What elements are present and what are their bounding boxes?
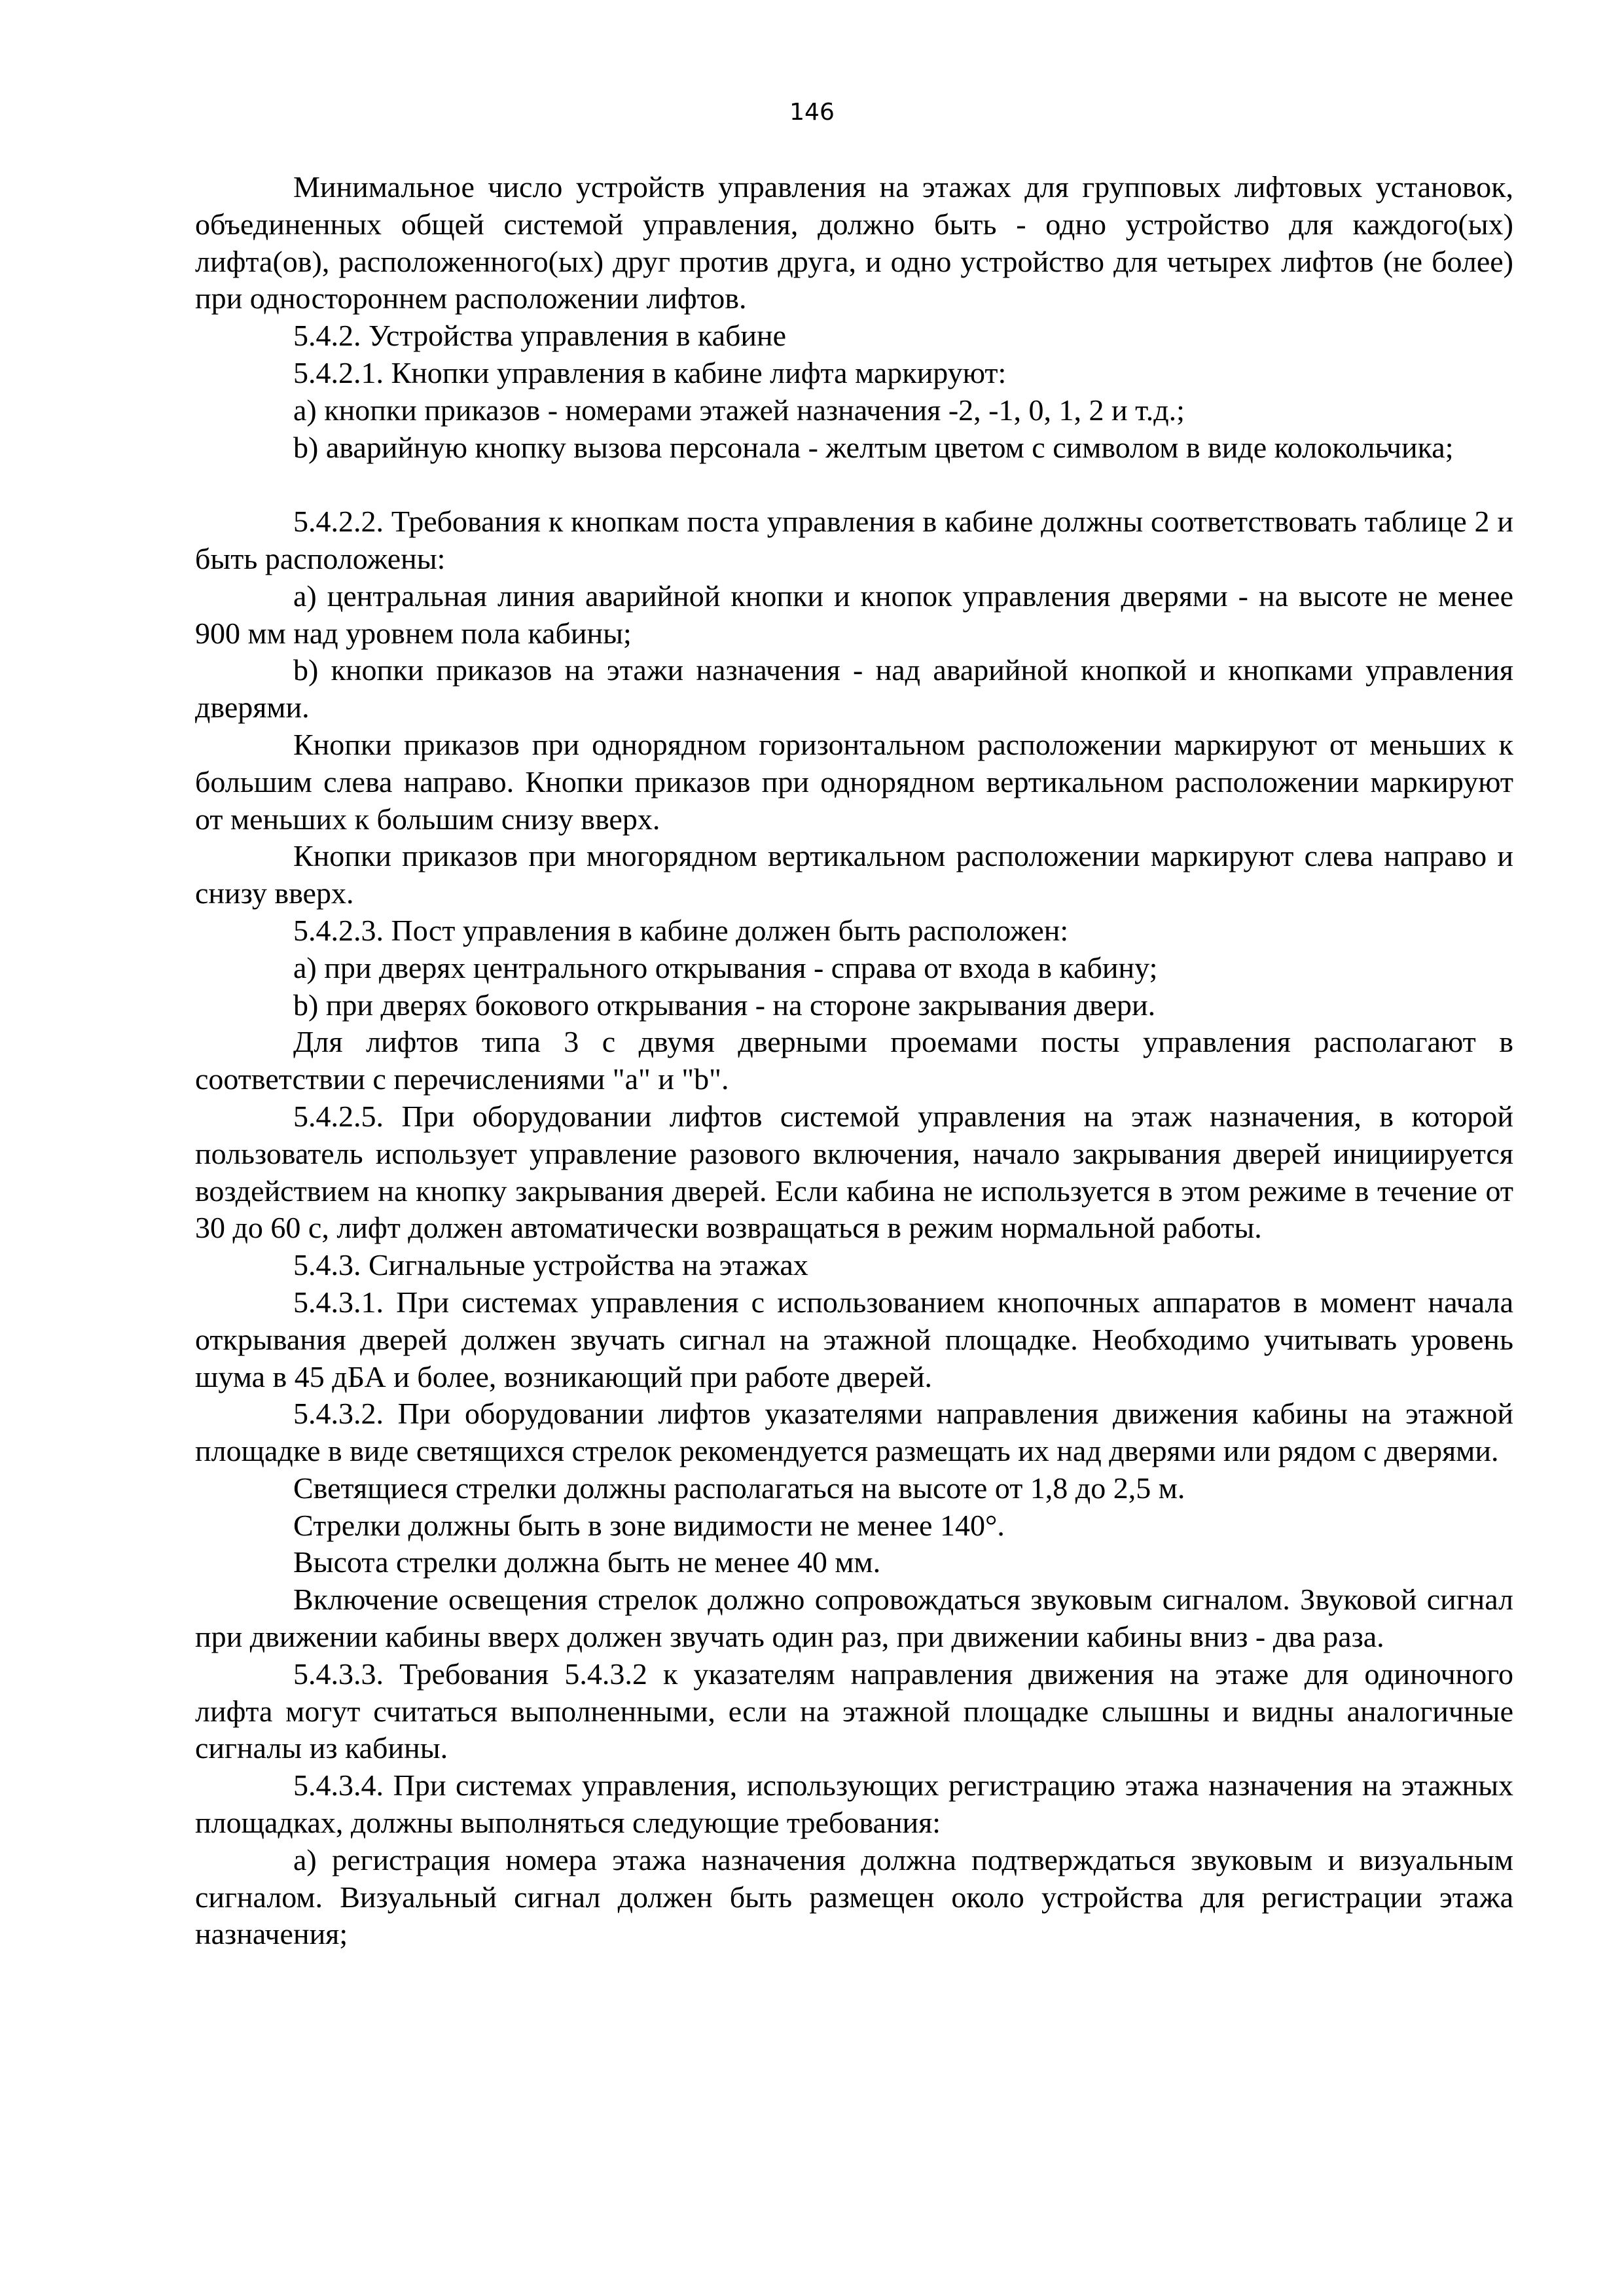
paragraph-sound-signal: Включение освещения стрелок должно сопровождаться звуковым сигналом. Звуковой сигнал при движении кабины вверх должен звучать один раз, при движении кабины вниз - два раза.	[195, 1583, 1513, 1654]
page-number: 146	[789, 99, 835, 126]
paragraph-5-4-3-4: 5.4.3.4. При системах управления, использующих регистрацию этажа назначения на этажных площадках, должны выполняться следующие требования:	[195, 1768, 1513, 1840]
paragraph-multi-row-marking: Кнопки приказов при многорядном вертикальном расположении маркируют слева направо и снизу вверх.	[195, 839, 1513, 910]
paragraph-type-3-lifts: Для лифтов типа 3 с двумя дверными проемами посты управления располагают в соответствии с перечислениями "a" и "b".	[195, 1025, 1513, 1096]
paragraph-5-4-2-3: 5.4.2.3. Пост управления в кабине должен быть расположен:	[293, 913, 1069, 947]
list-item-b-order-buttons-above: b) кнопки приказов на этажи назначения - над аварийной кнопкой и кнопками управления дверями.	[195, 653, 1513, 725]
paragraph-arrow-height: Светящиеся стрелки должны располагаться на высоте от 1,8 до 2,5 м.	[293, 1471, 1185, 1505]
paragraph-5-4-3-2: 5.4.3.2. При оборудовании лифтов указателями направления движения кабины на этажной площадке в виде светящихся стрелок рекомендуется размещать их над дверями или рядом с дверями.	[195, 1397, 1513, 1468]
paragraph-5-4-3-1: 5.4.3.1. При системах управления с использованием кнопочных аппаратов в момент начала открывания дверей должен звучать сигнал на этажной площадке. Необходимо учитывать уровень шума в 45 дБА и более, возникающий при работе дверей.	[195, 1285, 1513, 1393]
paragraph-visibility-zone: Стрелки должны быть в зоне видимости не менее 140°.	[293, 1508, 1005, 1542]
blank-line	[195, 466, 1513, 503]
list-item-b-side-opening: b) при дверях бокового открывания - на стороне закрывания двери.	[293, 988, 1156, 1022]
paragraph-5-4-2-2: 5.4.2.2. Требования к кнопкам поста управления в кабине должны соответствовать таблице 2 и быть расположены:	[195, 505, 1513, 575]
paragraph-min-control-devices: Минимальное число устройств управления на этажах для групповых лифтовых установок, объединенных общей системой управления, должно быть - одно устройство для каждого(ых) лифта(ов), расположенного(ых) друг против друга, и одно устройство для четырех лифтов (не более) при одностороннем расположении лифтов.	[195, 170, 1513, 315]
list-item-a-center-opening: a) при дверях центрального открывания - справа от входа в кабину;	[293, 950, 1158, 984]
list-item-a-order-buttons: a) кнопки приказов - номерами этажей назначения -2, -1, 0, 1, 2 и т.д.;	[293, 393, 1185, 427]
paragraph-single-row-marking: Кнопки приказов при однорядном горизонтальном расположении маркируют от меньших к большим слева направо. Кнопки приказов при однорядном вертикальном расположении маркируют от меньших к большим снизу вверх.	[195, 727, 1513, 836]
section-heading-5-4-3: 5.4.3. Сигнальные устройства на этажах	[293, 1248, 808, 1282]
list-item-a-registration: a) регистрация номера этажа назначения должна подтверждаться звуковым и визуальным сигналом. Визуальный сигнал должен быть размещен около устройства для регистрации этажа назначения;	[195, 1842, 1513, 1951]
paragraph-arrow-size: Высота стрелки должна быть не менее 40 мм.	[293, 1545, 881, 1579]
document-body	[195, 169, 1513, 1953]
paragraph-5-4-3-3: 5.4.3.3. Требования 5.4.3.2 к указателям направления движения на этаже для одиночного лифта могут считаться выполненными, если на этажной площадке слышны и видны аналогичные сигналы из кабины.	[195, 1657, 1513, 1765]
list-item-a-center-line: a) центральная линия аварийной кнопки и кнопок управления дверями - на высоте не менее 900 мм над уровнем пола кабины;	[195, 579, 1513, 650]
paragraph-5-4-2-1: 5.4.2.1. Кнопки управления в кабине лифта маркируют:	[293, 355, 1007, 389]
section-heading-5-4-2: 5.4.2. Устройства управления в кабине	[293, 319, 787, 353]
paragraph-5-4-2-5: 5.4.2.5. При оборудовании лифтов системой управления на этаж назначения, в которой пользователь использует управление разового включения, начало закрывания дверей инициируется воздействием на кнопку закрывания дверей. Если кабина не используется в этом режиме в течение от 30 до 60 с, лифт должен автоматически возвращаться в режим нормальной работы.	[195, 1099, 1513, 1245]
list-item-b-alarm-button: b) аварийную кнопку вызова персонала - желтым цветом с символом в виде колокольчика;	[293, 430, 1454, 464]
